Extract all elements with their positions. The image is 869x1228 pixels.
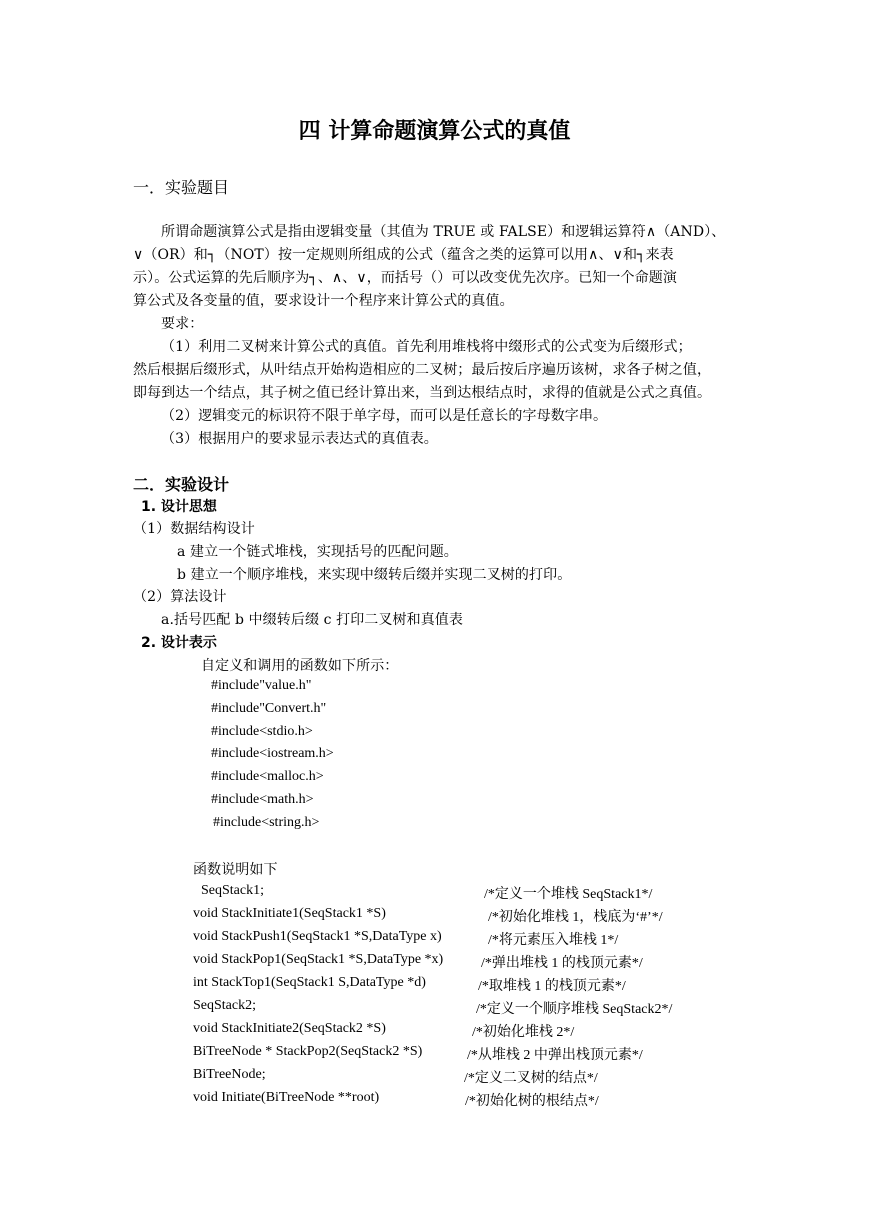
function-signature: void StackPop1(SeqStack1 *S,DataType *x) [193,952,444,967]
section1-heading: 一．实验题目 [133,178,230,197]
requirements-label: 要求： [161,316,204,332]
include-line: #include<math.h> [211,792,314,807]
function-comment: /*定义一个堆栈 SeqStack1*/ [484,887,653,902]
function-comment: /*初始化树的根结点*/ [465,1094,599,1109]
data-structure-a: a 建立一个链式堆栈，实现括号的匹配问题。 [177,544,458,560]
function-comment: /*初始化堆栈 1，栈底为‘#’*/ [488,910,663,925]
function-signature: SeqStack1; [201,883,264,898]
function-comment: /*定义二叉树的结点*/ [464,1071,598,1086]
include-line: #include<string.h> [213,815,320,830]
function-comment: /*定义一个顺序堆栈 SeqStack2*/ [476,1002,673,1017]
include-line: #include<malloc.h> [211,769,324,784]
intro-line-1: 所谓命题演算公式是指由逻辑变量（其值为 TRUE 或 FALSE）和逻辑运算符∧（AND）、 [161,224,726,240]
algorithm-items: a.括号匹配 b 中缀转后缀 c 打印二叉树和真值表 [161,612,463,628]
intro-line-4: 算公式及各变量的值，要求设计一个程序来计算公式的真值。 [133,293,514,309]
requirement-1-line-2: 然后根据后缀形式，从叶结点开始构造相应的二叉树；最后按后序遍历该树，求各子树之值， [133,362,712,378]
design-representation-heading: 2. 设计表示 [141,635,217,651]
include-line: #include<stdio.h> [211,724,313,739]
function-signature: BiTreeNode; [193,1067,266,1082]
function-comment: /*取堆栈 1 的栈顶元素*/ [478,979,626,994]
intro-line-2: ∨（OR）和┐（NOT）按一定规则所组成的公式（蕴含之类的运算可以用∧、∨和┐来表 [133,247,674,263]
function-comment: /*弹出堆栈 1 的栈顶元素*/ [481,956,643,971]
intro-line-3: 示）。公式运算的先后顺序为┐、∧、∨，而括号（）可以改变优先次序。已知一个命题演 [133,270,677,286]
design-idea-heading: 1. 设计思想 [141,499,217,515]
function-signature: void StackInitiate2(SeqStack2 *S) [193,1021,386,1036]
include-line: #include"value.h" [211,678,312,693]
section2-heading: 二．实验设计 [133,475,230,494]
function-signature: void StackInitiate1(SeqStack1 *S) [193,906,386,921]
function-signature: SeqStack2; [193,998,256,1013]
requirement-1-line-3: 即每到达一个结点，其子树之值已经计算出来，当到达根结点时，求得的值就是公式之真值。 [133,385,712,401]
functions-intro: 自定义和调用的函数如下所示： [201,658,399,674]
function-comment: /*初始化堆栈 2*/ [472,1025,575,1040]
page-title: 四 计算命题演算公式的真值 [298,119,571,144]
algorithm-label: （2）算法设计 [133,589,227,605]
function-comment: /*将元素压入堆栈 1*/ [488,933,619,948]
function-signature: void Initiate(BiTreeNode **root) [193,1090,380,1105]
requirement-2: （2）逻辑变元的标识符不限于单字母，而可以是任意长的字母数字串。 [161,408,608,424]
function-signature: void StackPush1(SeqStack1 *S,DataType x) [193,929,442,944]
function-signature: BiTreeNode * StackPop2(SeqStack2 *S) [193,1044,423,1059]
data-structure-b: b 建立一个顺序堆栈，来实现中缀转后缀并实现二叉树的打印。 [177,567,572,583]
include-line: #include"Convert.h" [211,701,327,716]
include-line: #include<iostream.h> [211,746,334,761]
data-structure-label: （1）数据结构设计 [133,521,255,537]
function-desc-label: 函数说明如下 [193,862,278,878]
function-comment: /*从堆栈 2 中弹出栈顶元素*/ [467,1048,643,1063]
requirement-3: （3）根据用户的要求显示表达式的真值表。 [161,431,438,447]
function-signature: int StackTop1(SeqStack1 S,DataType *d) [193,975,426,990]
requirement-1-line-1: （1）利用二叉树来计算公式的真值。首先利用堆栈将中缀形式的公式变为后缀形式； [161,339,692,355]
